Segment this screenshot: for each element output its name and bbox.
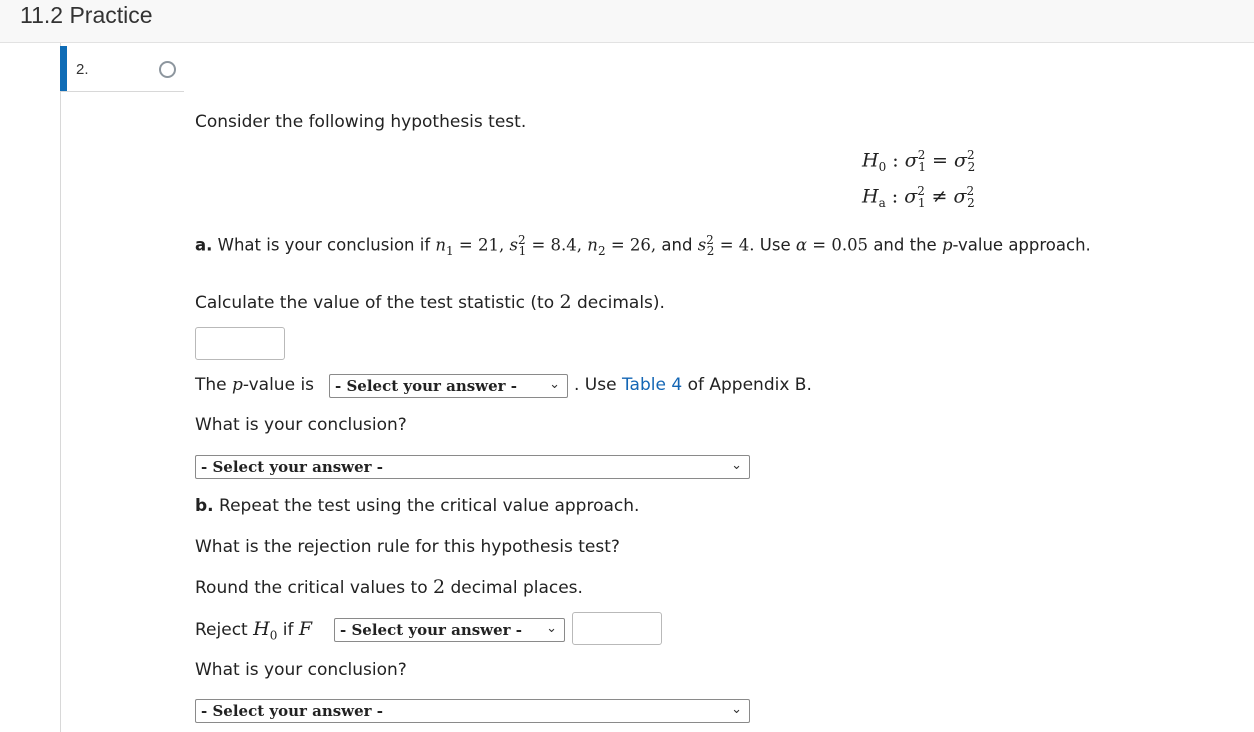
conclusion-select-2[interactable]: - Select your answer - ⌄: [195, 699, 750, 723]
test-statistic-input[interactable]: [195, 327, 285, 360]
chevron-down-icon: ⌄: [549, 377, 560, 392]
page-title: 11.2 Practice: [20, 2, 153, 28]
conclusion-question-2: What is your conclusion?: [195, 660, 407, 680]
active-indicator: [60, 46, 67, 91]
pvalue-select[interactable]: - Select your answer - ⌄: [329, 374, 568, 398]
chevron-down-icon: ⌄: [546, 621, 557, 636]
circle-status-icon: [159, 61, 176, 78]
rejection-operator-select[interactable]: - Select your answer - ⌄: [334, 618, 565, 642]
question-number: 2.: [76, 61, 89, 78]
question-tab[interactable]: [60, 46, 184, 92]
round-instruction: Round the critical values to 2 decimal places.: [195, 576, 583, 598]
conclusion-question: What is your conclusion?: [195, 415, 407, 435]
page-header: [0, 0, 1254, 43]
part-a-question: a. What is your conclusion if $n_1 = 21$, $s^2_1 = 8.4$, $n_2 = 26$, and $s^2_2 = 4$. Use α = 0.05 and the p-value approach.: [195, 233, 1091, 258]
null-hypothesis: $H_0$ : $\sigma^2_1 = \sigma^2_2$: [862, 148, 976, 175]
alternative-hypothesis: $H_a$ : $\sigma^2_1 \ne \sigma^2_2$: [862, 184, 975, 211]
chevron-down-icon: ⌄: [731, 458, 742, 473]
pvalue-prompt: The p-value is: [195, 375, 315, 395]
calc-instruction: Calculate the value of the test statistic (to 2 decimals).: [195, 291, 665, 313]
chevron-down-icon: ⌄: [731, 702, 742, 717]
table-4-link[interactable]: Table 4: [621, 375, 683, 395]
reject-rule-prompt: Reject $H_0$ if F: [195, 618, 313, 643]
critical-value-input[interactable]: [572, 612, 662, 645]
intro-text: Consider the following hypothesis test.: [195, 112, 527, 132]
left-rail-divider: [60, 43, 61, 732]
rejection-rule-question: What is the rejection rule for this hypothesis test?: [195, 537, 620, 557]
table-reference: . Use Table 4 of Appendix B.: [574, 375, 812, 395]
conclusion-select[interactable]: - Select your answer - ⌄: [195, 455, 750, 479]
part-b-instruction: b. Repeat the test using the critical value approach.: [195, 496, 640, 516]
